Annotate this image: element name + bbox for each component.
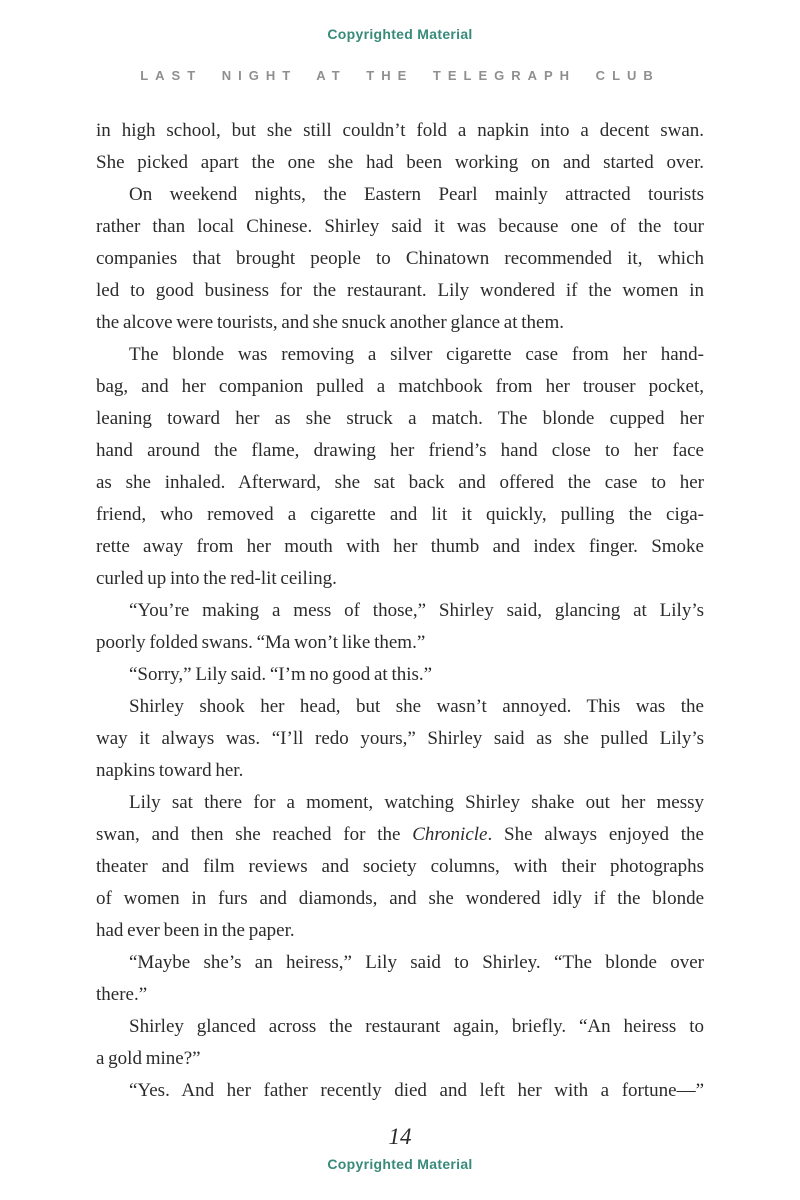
text-line: The blonde was removing a silver cigarette case from her hand-: [129, 344, 704, 365]
italic-text: Chronicle: [412, 824, 488, 845]
text-line: hand around the flame, drawing her friend’s hand close to her face: [96, 440, 704, 461]
page-number: 14: [388, 1124, 412, 1149]
text-line: Lily sat there for a moment, watching Shirley shake out her messy: [129, 792, 704, 813]
text-line: rather than local Chinese. Shirley said it was because one of the tour: [96, 216, 704, 237]
text-line: “Maybe she’s an heiress,” Lily said to Shirley. “The blonde over: [129, 952, 704, 973]
text-line: as she inhaled. Afterward, she sat back and offered the case to her: [96, 472, 704, 493]
text-line: curled up into the red-lit ceiling.: [96, 568, 337, 589]
text-line: “Yes. And her father recently died and left her with a fortune—”: [129, 1080, 704, 1101]
text-line: [96, 819, 704, 851]
text-line: napkins toward her.: [96, 760, 244, 781]
text-line: leaning toward her as she struck a match. The blonde cupped her: [96, 408, 704, 429]
plain-text: . She always enjoyed the: [487, 824, 704, 845]
text-line: bag, and her companion pulled a matchbook from her trouser pocket,: [96, 376, 704, 397]
plain-text: swan, and then she reached for the: [96, 824, 413, 845]
text-line: She picked apart the one she had been working on and started over.: [96, 152, 704, 173]
text-line: led to good business for the restaurant. Lily wondered if the women in: [96, 280, 704, 301]
copyright-notice-bottom: Copyrighted Material: [327, 1156, 473, 1172]
text-line: there.”: [96, 984, 148, 1005]
text-line: of women in furs and diamonds, and she wondered idly if the blonde: [96, 888, 704, 909]
text-line: had ever been in the paper.: [96, 920, 295, 941]
text-line: a gold mine?”: [96, 1048, 201, 1069]
text-line: Shirley glanced across the restaurant again, briefly. “An heiress to: [129, 1016, 704, 1037]
text-line: friend, who removed a cigarette and lit it quickly, pulling the ciga-: [96, 504, 704, 525]
text-line: poorly folded swans. “Ma won’t like them.”: [96, 632, 426, 653]
text-line: theater and film reviews and society columns, with their photographs: [96, 856, 704, 877]
text-line: way it always was. “I’ll redo yours,” Shirley said as she pulled Lily’s: [96, 728, 704, 749]
text-line: in high school, but she still couldn’t fold a napkin into a decent swan.: [96, 120, 704, 141]
text-line: “You’re making a mess of those,” Shirley said, glancing at Lily’s: [129, 600, 704, 621]
running-header: LAST NIGHT AT THE TELEGRAPH CLUB: [140, 68, 660, 83]
text-line: the alcove were tourists, and she snuck another glance at them.: [96, 312, 564, 333]
text-line: On weekend nights, the Eastern Pearl mainly attracted tourists: [129, 184, 704, 205]
text-line: “Sorry,” Lily said. “I’m no good at this.”: [129, 664, 433, 685]
copyright-notice-top: Copyrighted Material: [327, 26, 473, 42]
text-line: Shirley shook her head, but she wasn’t annoyed. This was the: [129, 696, 704, 717]
body-text: [96, 115, 704, 1107]
text-line: companies that brought people to Chinatown recommended it, which: [96, 248, 704, 269]
text-line: rette away from her mouth with her thumb and index finger. Smoke: [96, 536, 704, 557]
